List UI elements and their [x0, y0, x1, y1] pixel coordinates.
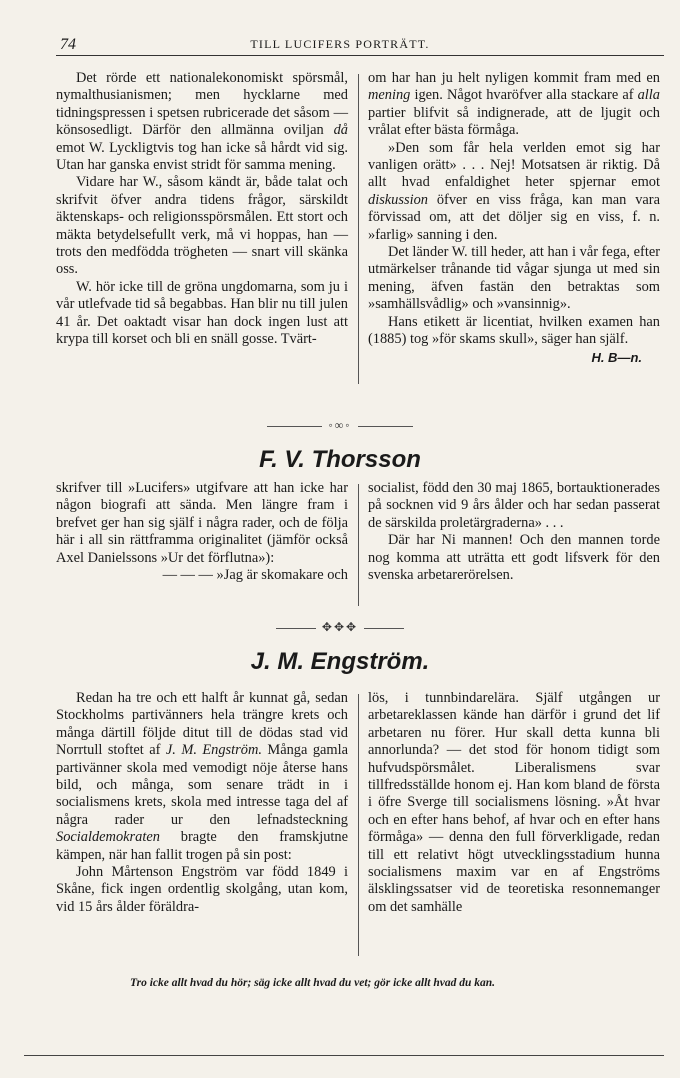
left-column — [56, 480, 348, 584]
running-title: TILL LUCIFERS PORTRÄTT. — [250, 37, 430, 51]
paragraph: Vidare har W., såsom kändt är, både talat och skrifvit öfver andra tidens frågor, särskildt äktenskaps- och religionsspörsmålen. Ett stort och mäkta betydelsefullt verk, må vi hoppas, han — trots den medfödda trögheten — snart vill skänka oss. — [56, 174, 348, 278]
paragraph: John Mårtenson Engström var född 1849 i Skåne, fick ingen ordentlig skolgång, utan kom, vid 15 års ålder föräldra- — [56, 864, 348, 915]
article-title: F. V. Thorsson — [259, 446, 421, 473]
paragraph: W. hör icke till de gröna ungdomarna, som ju i vår utlefvade tid så begabbas. Han blir nu till julen 41 år. Det oaktadt visar han dock ingen lust att krypa till korset och bli en snäll gosse. Tvärt- — [56, 278, 348, 348]
paragraph: Det rörde ett nationalekonomiskt spörsmål, nymalthusianismen; men hycklarne med tidningspressen i spetsen rubricerade det såsom — könsosedligt. Därför den allmänna oviljan då emot W. Lyckligtvis tog han icke så hårdt vid sig. Utan har ganska envist stridt för samma mening. — [56, 70, 348, 174]
bottom-rule — [24, 1055, 664, 1056]
right-column — [368, 480, 660, 584]
column-divider — [358, 74, 359, 384]
paragraph: Det länder W. till heder, att han i vår fega, efter utmärkelser trånande tid vågar sjunga ut med sin mening, äfven fastän den betraktas som »samhällsvådlig» och »vansinnig». — [368, 244, 660, 313]
column-divider — [358, 484, 359, 606]
right-column — [368, 690, 660, 916]
left-column — [56, 70, 348, 349]
left-column — [56, 690, 348, 916]
paragraph: om har han ju helt nyligen kommit fram med en mening igen. Något hvaröfver alla stackare af alla partier blifvit så indignerade, att de ljugit och vrålat efter bästa förmåga. — [368, 70, 660, 139]
page-number: 74 — [60, 36, 76, 53]
paragraph: Där har Ni mannen! Och den mannen torde nog komma att uträtta ett godt lifsverk för den svenska arbetarerörelsen. — [368, 532, 660, 584]
header-rule — [56, 55, 664, 56]
article-thorsson — [56, 480, 664, 610]
article-engstrom — [56, 690, 664, 960]
paragraph: »Den som får hela verlden emot sig har vanligen orätt» . . . Nej! Motsatsen är riktig. Då allt hvad enfaldighet heter spjernar emot diskussion öfver en viss fråga, kan man vara förvissad om, att det döljer sig en viss, f. n. »farlig» sanning i den. — [368, 139, 660, 243]
paragraph: socialist, född den 30 maj 1865, bortauktionerades på socknen vid 9 års ålder och har sedan passerat de särskilda proletärgraderna» . . . — [368, 480, 660, 531]
column-divider — [358, 694, 359, 956]
article-title: J. M. Engström. — [250, 648, 430, 675]
paragraph: Hans etikett är licentiat, hvilken examen han (1885) tog »för skams skull», säger han själf. H. B—n. — [368, 313, 660, 365]
footer-quote: Tro icke allt hvad du hör; säg icke allt hvad du vet; gör icke allt hvad du kan. — [130, 977, 496, 989]
paragraph: skrifver till »Lucifers» utgifvare att han icke har någon biografi att sända. Men längre fram i brefvet ger han sig själf i några rader, och de följa här i all sin rättframma originalitet (jämför också Axel Danielssons »Ur det förflutna»): — [56, 480, 348, 566]
article-continuation — [56, 70, 664, 388]
right-column — [368, 70, 660, 366]
paragraph: — — — »Jag är skomakare och — [162, 567, 348, 584]
paragraph: lös, i tunnbindarelära. Själf utgången ur arbetareklassen kände han därför i grund det lif arbetaren nu förer. Hur skall detta kunna bli annorlunda? — det stod för honom tidigt som hufvudspörsmålet. Liberalismens svar tillfredsställde honom ej. Han kom bland de första i öfre Sverge till socialismens lösning. »Åt hvar och en efter hans behof, af hvar och en efter hans förmåga» — denna den full förverkligade, redan till ett relativt högt utvecklingsstadium hunna socialismens maxim var en af Engströms älsklingssatser vid de teoretiska resonnemanger om det samhälle — [368, 690, 660, 915]
signature: H. B—n. — [591, 349, 642, 365]
ornament-divider: ✥✥✥ — [0, 620, 680, 635]
paragraph: Redan ha tre och ett halft år kunnat gå, sedan Stockholms partivänners hela trängre krets och många därtill följde ditut till de dödas stad vid Norrtull stoftet af J. M. Engström. Många gamla partivänner skola med vemodigt nöje återse hans bild, och många, som senare trädt in i socialismens krets, skola med intresse taga del af några rader ur den lefnadsteckning Socialdemokraten bragte den framskjutne kämpen, när han fallit trogen på sin post: — [56, 690, 348, 863]
ornament-divider: ◦∞◦ — [0, 418, 680, 433]
